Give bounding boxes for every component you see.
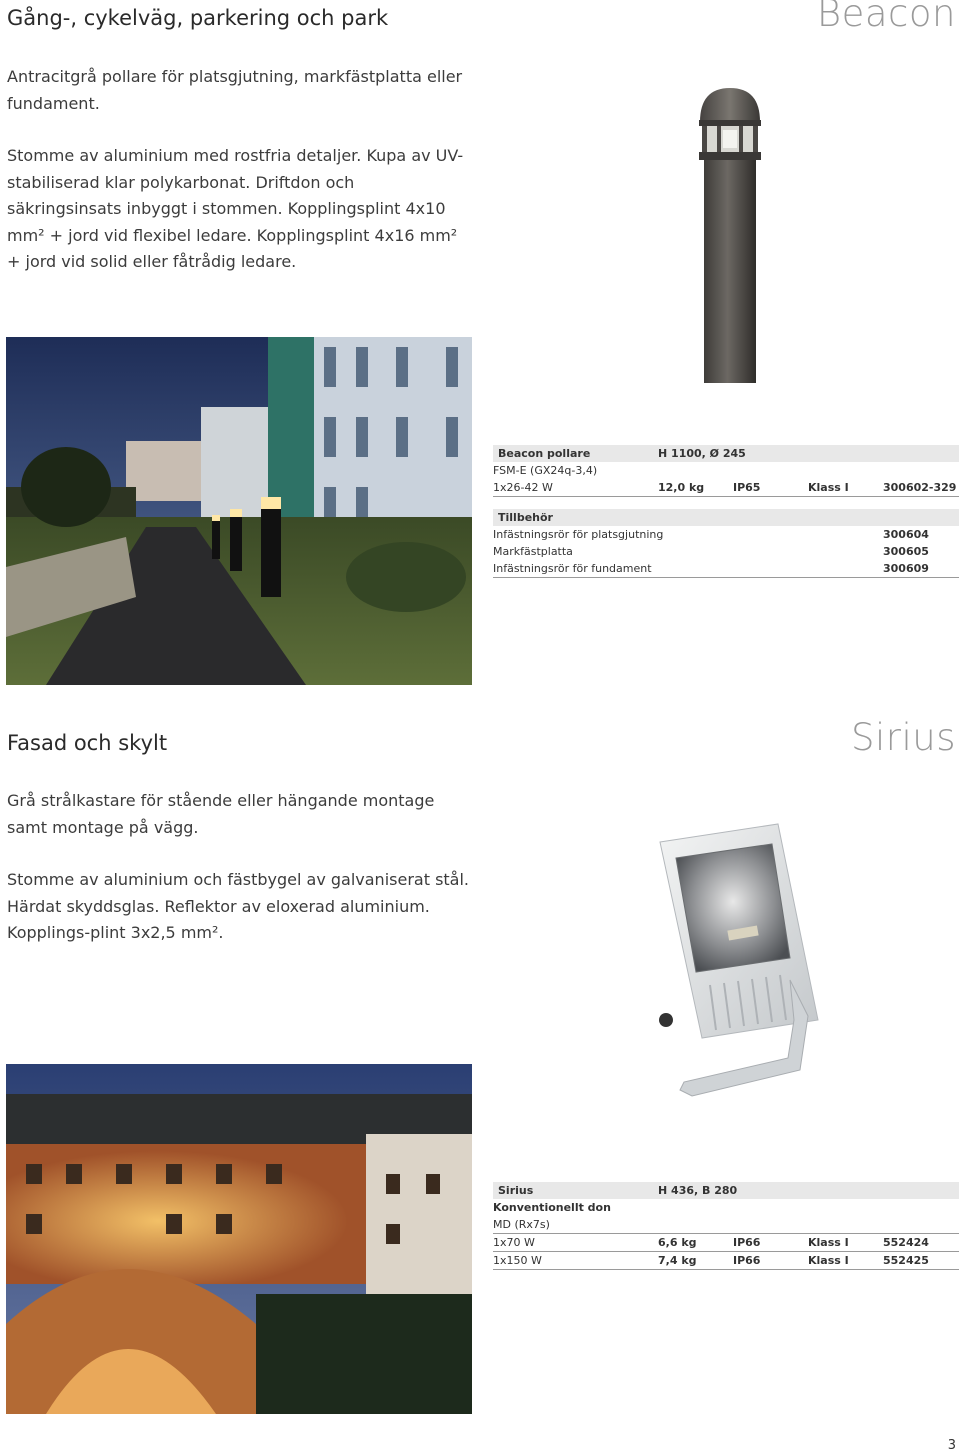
beacon-spec-table bbox=[493, 445, 959, 578]
accessory-code: 300605 bbox=[883, 545, 929, 558]
accessory-row bbox=[493, 526, 959, 543]
section-title-path-park: Gång-, cykelväg, parkering och park bbox=[7, 6, 389, 30]
sirius-class: Klass I bbox=[808, 1236, 849, 1249]
accessory-name: Infästningsrör för fundament bbox=[493, 562, 652, 575]
accessory-code: 300609 bbox=[883, 562, 929, 575]
sirius-ballast-row bbox=[493, 1199, 959, 1216]
sirius-weight: 6,6 kg bbox=[658, 1236, 697, 1249]
section-title-facade-sign: Fasad och skylt bbox=[7, 731, 168, 755]
sirius-scene-photo bbox=[6, 1064, 472, 1414]
beacon-description-p1: Antracitgrå pollare för platsgjutning, markfästplatta eller fundament. bbox=[7, 67, 463, 113]
accessory-name: Infästningsrör för platsgjutning bbox=[493, 528, 664, 541]
sirius-wattage: 1x70 W bbox=[493, 1236, 535, 1249]
sirius-dimensions: H 436, B 280 bbox=[658, 1184, 738, 1197]
beacon-lamp-type: FSM-E (GX24q-3,4) bbox=[493, 464, 598, 477]
accessories-title: Tillbehör bbox=[498, 511, 553, 524]
beacon-article-no: 300602-329 bbox=[883, 481, 957, 494]
sirius-ip: IP66 bbox=[733, 1254, 761, 1267]
beacon-lamp-type-row bbox=[493, 462, 959, 479]
sirius-spec-row bbox=[493, 1234, 959, 1252]
sirius-article-no: 552425 bbox=[883, 1254, 929, 1267]
sirius-floodlight-image bbox=[640, 820, 830, 1100]
sirius-article-no: 552424 bbox=[883, 1236, 929, 1249]
beacon-description bbox=[7, 64, 467, 302]
sirius-description-p1: Grå strålkastare för stående eller hängande montage samt montage på vägg. bbox=[7, 791, 435, 837]
beacon-accessories-header bbox=[493, 509, 959, 526]
accessory-row bbox=[493, 560, 959, 578]
beacon-ip: IP65 bbox=[733, 481, 761, 494]
sirius-description-p2: Stomme av aluminium och fästbygel av galvaniserat stål. Härdat skyddsglas. Reflektor av eloxerad aluminium. Kopplings-plint 3x2,5 mm². bbox=[7, 870, 470, 942]
product-name-beacon: Beacon bbox=[816, 0, 956, 35]
sirius-spec-row bbox=[493, 1252, 959, 1270]
sirius-ip: IP66 bbox=[733, 1236, 761, 1249]
product-name-sirius: Sirius bbox=[851, 716, 956, 759]
beacon-description-p2: Stomme av aluminium med rostfria detaljer. Kupa av UV-stabiliserad klar polykarbonat. Driftdon och säkringsinsats inbyggt i stommen. Kopplingsplint 4x10 mm² + jord vid flexibel ledare. Kopplingsplint 4x16 mm² + jord vid solid eller fåtrådig ledare. bbox=[7, 146, 464, 271]
beacon-scene-photo bbox=[6, 337, 472, 685]
sirius-model: Sirius bbox=[498, 1184, 534, 1197]
sirius-lamp-type-row bbox=[493, 1216, 959, 1234]
accessory-name: Markfästplatta bbox=[493, 545, 573, 558]
sirius-ballast: Konventionellt don bbox=[493, 1201, 611, 1214]
beacon-dimensions: H 1100, Ø 245 bbox=[658, 447, 746, 460]
accessory-row bbox=[493, 543, 959, 560]
beacon-weight: 12,0 kg bbox=[658, 481, 705, 494]
sirius-description bbox=[7, 788, 472, 973]
beacon-wattage: 1x26-42 W bbox=[493, 481, 553, 494]
beacon-spec-header bbox=[493, 445, 959, 462]
sirius-lamp-type: MD (Rx7s) bbox=[493, 1218, 550, 1231]
beacon-spec-row bbox=[493, 479, 959, 497]
beacon-class: Klass I bbox=[808, 481, 849, 494]
sirius-class: Klass I bbox=[808, 1254, 849, 1267]
sirius-spec-table bbox=[493, 1182, 959, 1270]
beacon-bollard-image bbox=[690, 86, 770, 386]
accessory-code: 300604 bbox=[883, 528, 929, 541]
sirius-weight: 7,4 kg bbox=[658, 1254, 697, 1267]
beacon-model: Beacon pollare bbox=[498, 447, 591, 460]
page-number: 3 bbox=[947, 1438, 956, 1453]
sirius-spec-header bbox=[493, 1182, 959, 1199]
sirius-wattage: 1x150 W bbox=[493, 1254, 542, 1267]
